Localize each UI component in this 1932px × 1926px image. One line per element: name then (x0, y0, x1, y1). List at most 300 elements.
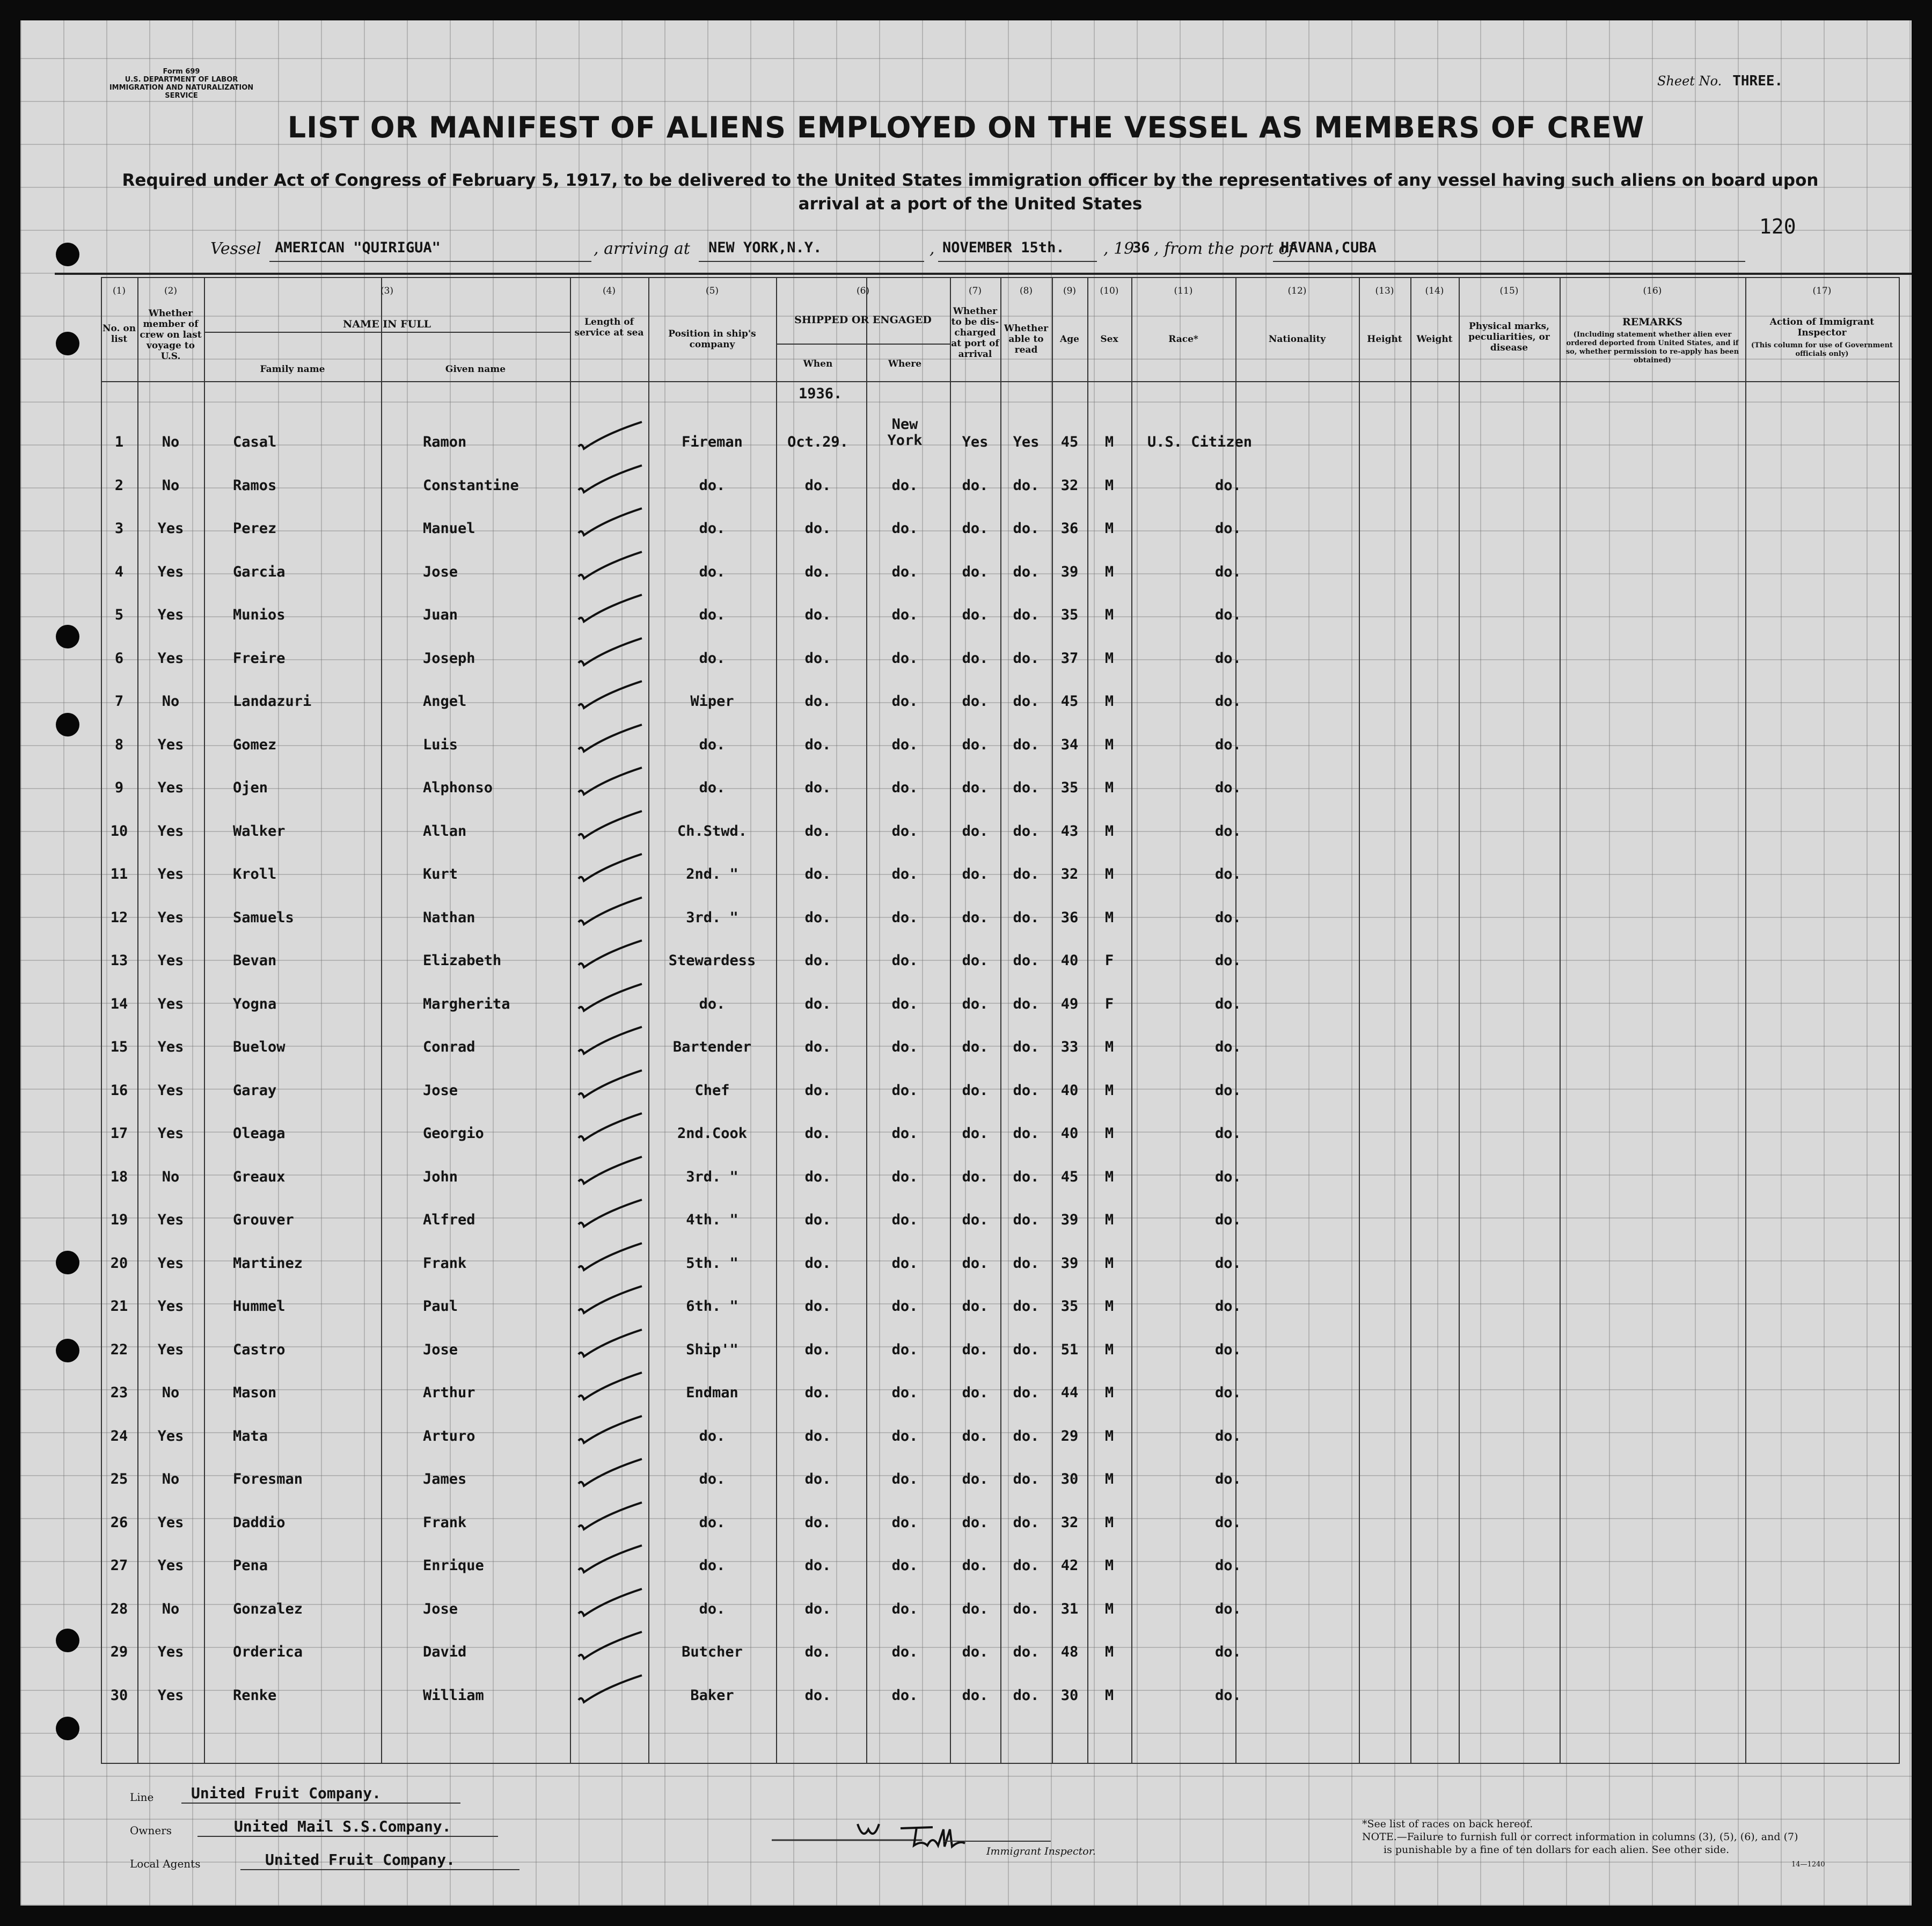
cell-where: do. (891, 650, 918, 667)
cell-where: do. (891, 520, 918, 537)
cell-member: Yes (157, 650, 184, 667)
cell-family: Ramos (233, 477, 277, 494)
cell-age: 43 (1060, 822, 1079, 840)
cell-sex: M (1104, 434, 1114, 450)
cell-when: do. (804, 1341, 831, 1358)
cell-given: Enrique (423, 1557, 484, 1574)
cell-sex: M (1104, 1168, 1114, 1185)
cell-family: Greaux (233, 1168, 286, 1185)
cell-when: do. (804, 1600, 831, 1617)
cell-position: 2nd. " (686, 866, 738, 882)
cell-sex: M (1104, 1212, 1114, 1228)
checkmark-icon (573, 1456, 648, 1493)
checkmark-icon (573, 1586, 648, 1623)
checkmark-icon (573, 1326, 648, 1364)
cell-race: do. (1215, 1341, 1241, 1358)
cell-no: 23 (110, 1384, 128, 1401)
cell-no: 2 (114, 477, 124, 494)
cell-sex: M (1104, 1125, 1114, 1142)
cell-read: do. (1013, 1254, 1040, 1272)
cell-sex: M (1104, 1039, 1114, 1055)
cell-where: do. (891, 1427, 918, 1444)
cell-no: 21 (110, 1298, 128, 1315)
cell-race: do. (1215, 1471, 1241, 1487)
cell-member: No (162, 434, 180, 450)
cell-when: do. (804, 779, 831, 796)
cell-family: Orderica (233, 1644, 303, 1660)
cell-position: do. (699, 563, 726, 580)
cell-read: do. (1013, 520, 1040, 537)
cell-position: Stewardess (668, 952, 756, 969)
cell-discharged: Yes (962, 434, 989, 450)
cell-sex: M (1104, 563, 1114, 580)
cell-family: Garcia (233, 563, 286, 580)
cell-age: 29 (1060, 1427, 1079, 1444)
cell-when: Oct.29. (787, 434, 848, 450)
cell-position: do. (699, 1471, 726, 1487)
cell-read: do. (1013, 1212, 1040, 1228)
cell-member: Yes (157, 1254, 184, 1272)
cell-where: do. (891, 1644, 918, 1660)
cell-read: do. (1013, 1427, 1040, 1444)
year-cell: 1936. (799, 385, 843, 402)
cell-member: Yes (157, 1298, 184, 1315)
cell-sex: M (1104, 1254, 1114, 1272)
cell-family: Castro (233, 1341, 286, 1358)
cell-read: do. (1013, 1125, 1040, 1142)
cell-when: do. (804, 477, 831, 494)
cell-given: Nathan (423, 909, 475, 926)
cell-discharged: do. (962, 477, 989, 494)
checkmark-icon (573, 937, 648, 975)
cell-race: do. (1215, 650, 1241, 667)
checkmark-icon (573, 678, 648, 716)
cell-position: do. (699, 779, 726, 796)
cell-where: do. (891, 1254, 918, 1272)
checkmark-icon (573, 1413, 648, 1450)
cell-no: 28 (110, 1600, 128, 1617)
col-header-read: Whether able to read (1004, 323, 1049, 355)
checkmark-icon (573, 462, 648, 500)
cell-age: 37 (1060, 650, 1079, 667)
form-identifier: Form 699 U.S. DEPARTMENT OF LABOR IMMIGRATION AND NATURALIZATION SERVICE (109, 68, 254, 100)
checkmark-icon (573, 1067, 648, 1105)
cell-discharged: do. (962, 607, 989, 623)
cell-given: Paul (423, 1298, 458, 1315)
checkmark-icon (573, 505, 648, 543)
cell-race: U.S. Citizen (1147, 434, 1253, 450)
cell-given: William (423, 1687, 484, 1704)
cell-discharged: do. (962, 866, 989, 882)
cell-sex: M (1104, 1082, 1114, 1099)
binder-hole (56, 1717, 79, 1740)
cell-discharged: do. (962, 1082, 989, 1099)
cell-given: David (423, 1644, 467, 1660)
cell-discharged: do. (962, 1125, 989, 1142)
cell-position: do. (699, 736, 726, 753)
binder-hole (56, 713, 79, 736)
cell-read: do. (1013, 1039, 1040, 1055)
cell-family: Perez (233, 520, 277, 537)
checkmark-icon (573, 1283, 648, 1321)
cell-sex: M (1104, 477, 1114, 494)
cell-given: Constantine (423, 477, 519, 494)
cell-family: Garay (233, 1082, 277, 1099)
cell-member: Yes (157, 995, 184, 1012)
cell-age: 30 (1060, 1471, 1079, 1487)
cell-when: do. (804, 1254, 831, 1272)
cell-read: do. (1013, 1384, 1040, 1401)
cell-position: Endman (686, 1384, 738, 1401)
cell-no: 26 (110, 1514, 128, 1531)
binder-hole (56, 1339, 79, 1362)
col-header-name: NAME IN FULL (343, 318, 431, 330)
cell-no: 9 (114, 779, 124, 796)
checkmark-icon (573, 1499, 648, 1537)
cell-race: do. (1215, 1600, 1241, 1617)
cell-sex: M (1104, 607, 1114, 623)
cell-family: Gonzalez (233, 1600, 303, 1617)
cell-where: do. (891, 1082, 918, 1099)
checkmark-icon (573, 592, 648, 629)
inspector-label: Immigrant Inspector. (986, 1845, 1096, 1857)
checkmark-icon (573, 1154, 648, 1191)
cell-discharged: do. (962, 736, 989, 753)
where-cell: New York (887, 416, 923, 449)
cell-where: do. (891, 693, 918, 710)
cell-race: do. (1215, 736, 1241, 753)
cell-family: Martinez (233, 1254, 303, 1272)
cell-given: Conrad (423, 1039, 475, 1055)
cell-race: do. (1215, 1644, 1241, 1660)
checkmark-icon (573, 1240, 648, 1278)
cell-given: Manuel (423, 520, 475, 537)
cell-where: do. (891, 779, 918, 796)
cell-no: 10 (110, 822, 128, 840)
cell-given: Allan (423, 822, 467, 840)
checkmark-icon (573, 981, 648, 1018)
cell-age: 42 (1060, 1557, 1079, 1574)
cell-age: 36 (1060, 909, 1079, 926)
cell-family: Ojen (233, 779, 268, 796)
cell-when: do. (804, 1298, 831, 1315)
cell-given: Elizabeth (423, 952, 502, 969)
col-header-family: Family name (260, 364, 325, 375)
cell-where: do. (891, 866, 918, 882)
cell-discharged: do. (962, 1341, 989, 1358)
cell-where: do. (891, 1514, 918, 1531)
cell-read: do. (1013, 779, 1040, 796)
cell-sex: M (1104, 1341, 1114, 1358)
col-header-member: Whether member of crew on last voyage to U.S. (140, 308, 202, 362)
cell-family: Landazuri (233, 693, 312, 710)
cell-no: 6 (114, 650, 124, 667)
cell-sex: F (1104, 952, 1114, 969)
cell-where: do. (891, 1125, 918, 1142)
cell-when: do. (804, 520, 831, 537)
binder-hole (56, 625, 79, 648)
checkmark-icon (573, 764, 648, 802)
cell-race: do. (1215, 1125, 1241, 1142)
arrival-port: NEW YORK,N.Y. (708, 239, 822, 256)
owners-value: United Mail S.S.Company. (234, 1818, 451, 1835)
cell-when: do. (804, 995, 831, 1012)
cell-family: Bevan (233, 952, 277, 969)
cell-where: do. (891, 1212, 918, 1228)
manifest-sheet: Form 699 U.S. DEPARTMENT OF LABOR IMMIGRATION AND NATURALIZATION SERVICE Sheet No. THREE. LIST OR MANIFEST OF ALIENS EMPLOYED ON THE VESSEL AS MEMBERS OF CREW Required under Act of Congress of February 5, 1917, to be delivered to the United States immigration officer by the representatives of any vessel having such aliens on board upon arrival at a port of the United States 120 Vessel AMERICAN "QUIRIGUA" , arriving at NEW YORK,N.Y. , NOVEMBER 15th. , 19 36 , from the port of HAVANA,CUBA (1) (2) (3) (4) (5) (6) (7) (8) (9) (10) (11) (12) (13) (14) (15) (16) (17) No. on list Whether member of crew on last voyage to U.S. NAME IN FULL Family name Given name Length of service at sea Position in ship's company SHIPPED OR ENGAGED When Where Whether to be dis-charged at port of arrival Whether able to read Age Sex Race* Nationality Height Weight Physical marks, peculiarities, or disease REMARKS (Including statement whether alien ever ordered deported from United States, and if so, whether permission to re-apply has been obtained) Action of Immigrant Inspector (This column for use of Government officials only) 1936. New York 1 No Casal Ramon Fireman Oct.29. Yes Yes 45 M U.S. Citizen 2 No Ramos Constantine do. do. do. do. do. 32 M do. 3 Yes Perez Manuel do. do. do. do. do. 36 M do. 4 Yes Garcia Jose do. do. do. do. do. 39 M do. 5 Yes Munios Juan do. do. do. do. do. 35 M do. 6 Yes Freire Joseph do. do. do. do. do. 37 M do. 7 No Landazuri Angel Wiper do. do. do. do. 45 M do. 8 Yes Gomez Luis do. do. do. do. do. 34 M do. 9 Yes Ojen Alphonso do. do. do. do. do. 35 M do. 10 Yes Walker Allan Ch.Stwd. do. do. do. do. 43 M do. 11 Yes Kroll Kurt 2nd. " do. do. do. do. 32 M do. 12 Yes Samuels Nathan 3rd. " do. do. do. do. 36 M do. 13 Yes Bevan Elizabeth Stewardess do. do. do. do. 40 F do. 14 Yes Yogna Margherita do. do. do. do. do. 49 F do. 15 Yes Buelow Conrad Bartender do. do. do. do. 33 M do. 16 Yes Garay Jose Chef do. do. do. do. 40 M do. 17 Yes Oleaga Georgio 2nd.Cook do. do. do. do. 40 M do. 18 No Greaux John 3rd. " do. do. do. do. 45 M do. 19 Yes Grouver Alfred 4th. " do. do. do. do. 39 M do. 20 Yes Martinez Frank 5th. " do. do. do. do. 39 M do. 21 Yes Hummel Paul 6th. " do. do. do. do. 35 M do. 22 Yes Castro Jose Ship'" do. do. do. do. 51 M do. 23 No Mason Arthur Endman do. do. do. do. 44 M do. 24 Yes Mata Arturo do. do. do. do. do. 29 M do. 25 No Foresman James do. do. do. do. do. 30 M do. 26 Yes Daddio Frank do. do. do. do. do. 32 M do. 27 Yes Pena Enrique do. do. do. do. do. 42 M do. 28 No Gonzalez Jose do. do. do. do. do. 31 M do. 29 Yes Orderica David Butcher do. do. do. do. 48 M do. 30 Yes Renke William Baker do. do. do. do. 30 M do. Line United Fruit Company. Owners United Mail S.S.Company. Local Agents United Fruit Company. Immigrant Inspector. *See list of races on back hereof. NOTE.—Failure to furnish full or correct information in columns (3), (5), (6), and (7) is punishable by a fine of ten dollars for each alien. See other side. 14—1240 (20, 20, 1912, 1906)
cell-when: do. (804, 1125, 831, 1142)
cell-member: No (162, 1168, 180, 1185)
cell-no: 7 (114, 693, 124, 710)
cell-family: Daddio (233, 1514, 286, 1531)
cell-when: do. (804, 736, 831, 753)
cell-when: do. (804, 952, 831, 969)
cell-discharged: do. (962, 1384, 989, 1401)
footnote: *See list of races on back hereof. NOTE.—Failure to furnish full or correct information in columns (3), (5), (6), and (7) is punishable by a fine of ten dollars for each alien. See other side. (1362, 1818, 1798, 1856)
cell-race: do. (1215, 779, 1241, 796)
col-header-physical: Physical marks, peculiarities, or disease (1468, 321, 1550, 353)
cell-given: Alphonso (423, 779, 493, 796)
cell-read: do. (1013, 1168, 1040, 1185)
cell-given: Frank (423, 1254, 467, 1272)
cell-discharged: do. (962, 1514, 989, 1531)
cell-no: 5 (114, 607, 124, 623)
cell-member: Yes (157, 822, 184, 840)
cell-member: Yes (157, 952, 184, 969)
cell-age: 40 (1060, 1082, 1079, 1099)
col-header-age: Age (1060, 334, 1079, 345)
cell-position: do. (699, 650, 726, 667)
binder-hole (56, 1251, 79, 1274)
cell-when: do. (804, 1039, 831, 1055)
col-header-where: Where (888, 359, 922, 369)
cell-position: Baker (690, 1687, 734, 1704)
cell-sex: F (1104, 995, 1114, 1012)
cell-position: 3rd. " (686, 909, 738, 926)
cell-sex: M (1104, 822, 1114, 840)
cell-when: do. (804, 650, 831, 667)
cell-when: do. (804, 1644, 831, 1660)
cell-where: do. (891, 1384, 918, 1401)
cell-family: Gomez (233, 736, 277, 753)
cell-discharged: do. (962, 995, 989, 1012)
cell-age: 32 (1060, 1514, 1079, 1531)
line-label: Line (130, 1791, 154, 1804)
cell-sex: M (1104, 693, 1114, 710)
cell-member: Yes (157, 1082, 184, 1099)
cell-no: 29 (110, 1644, 128, 1660)
cell-member: No (162, 477, 180, 494)
cell-discharged: do. (962, 1168, 989, 1185)
cell-family: Mason (233, 1384, 277, 1401)
cell-given: Jose (423, 563, 458, 580)
cell-read: do. (1013, 1514, 1040, 1531)
cell-discharged: do. (962, 650, 989, 667)
arriving-label: , arriving at (594, 239, 690, 258)
cell-discharged: do. (962, 909, 989, 926)
arrival-date: NOVEMBER 15th. (942, 239, 1065, 256)
col-header-position: Position in ship's company (668, 329, 756, 350)
checkmark-icon (573, 1542, 648, 1580)
cell-age: 45 (1060, 1168, 1079, 1185)
cell-where: do. (891, 822, 918, 840)
from-port-label: , from the port of (1154, 239, 1294, 258)
cell-read: do. (1013, 1600, 1040, 1617)
cell-age: 49 (1060, 995, 1079, 1012)
cell-age: 33 (1060, 1039, 1079, 1055)
cell-age: 45 (1060, 693, 1079, 710)
cell-where: do. (891, 909, 918, 926)
owners-label: Owners (130, 1824, 172, 1837)
cell-no: 18 (110, 1168, 128, 1185)
checkmark-icon (573, 1197, 648, 1234)
cell-age: 34 (1060, 736, 1079, 753)
cell-read: do. (1013, 736, 1040, 753)
cell-race: do. (1215, 563, 1241, 580)
cell-race: do. (1215, 693, 1241, 710)
cell-no: 27 (110, 1557, 128, 1574)
cell-read: do. (1013, 693, 1040, 710)
cell-sex: M (1104, 736, 1114, 753)
cell-age: 40 (1060, 1125, 1079, 1142)
checkmark-icon (573, 721, 648, 759)
cell-where: do. (891, 607, 918, 623)
cell-sex: M (1104, 1427, 1114, 1444)
cell-family: Freire (233, 650, 286, 667)
cell-discharged: do. (962, 693, 989, 710)
cell-member: Yes (157, 866, 184, 882)
cell-no: 11 (110, 866, 128, 882)
col-header-shipped: SHIPPED OR ENGAGED (794, 314, 932, 326)
sheet-number: Sheet No. THREE. (1657, 73, 1783, 89)
cell-no: 14 (110, 995, 128, 1012)
cell-discharged: do. (962, 1039, 989, 1055)
cell-when: do. (804, 693, 831, 710)
cell-position: 6th. " (686, 1298, 738, 1315)
cell-when: do. (804, 1212, 831, 1228)
cell-race: do. (1215, 477, 1241, 494)
checkmark-icon (573, 1369, 648, 1407)
cell-discharged: do. (962, 1254, 989, 1272)
cell-no: 12 (110, 909, 128, 926)
cell-sex: M (1104, 779, 1114, 796)
cell-discharged: do. (962, 1600, 989, 1617)
cell-family: Hummel (233, 1298, 286, 1315)
cell-age: 35 (1060, 779, 1079, 796)
cell-sex: M (1104, 1687, 1114, 1704)
departure-port: HAVANA,CUBA (1280, 239, 1377, 256)
cell-race: do. (1215, 1687, 1241, 1704)
cell-member: No (162, 1384, 180, 1401)
cell-where: do. (891, 1557, 918, 1574)
cell-race: do. (1215, 1427, 1241, 1444)
cell-given: Arthur (423, 1384, 475, 1401)
cell-member: Yes (157, 1514, 184, 1531)
cell-discharged: do. (962, 563, 989, 580)
cell-discharged: do. (962, 952, 989, 969)
page-subtitle: Required under Act of Congress of February 5, 1917, to be delivered to the United States immigration officer by the representatives of any vessel having such aliens on board upon arrival at a port of the United States (122, 171, 1819, 214)
cell-position: 5th. " (686, 1254, 738, 1272)
cell-age: 30 (1060, 1687, 1079, 1704)
cell-discharged: do. (962, 779, 989, 796)
agents-label: Local Agents (130, 1857, 201, 1870)
cell-when: do. (804, 563, 831, 580)
cell-read: do. (1013, 650, 1040, 667)
checkmark-icon (573, 549, 648, 586)
cell-read: do. (1013, 1298, 1040, 1315)
cell-race: do. (1215, 822, 1241, 840)
cell-position: do. (699, 1557, 726, 1574)
cell-member: Yes (157, 1125, 184, 1142)
cell-given: James (423, 1471, 467, 1487)
cell-family: Walker (233, 822, 286, 840)
cell-given: Kurt (423, 866, 458, 882)
cell-no: 30 (110, 1687, 128, 1704)
col-header-action-note: (This column for use of Government officials only) (1751, 341, 1893, 358)
cell-no: 1 (114, 434, 124, 450)
cell-member: No (162, 693, 180, 710)
cell-family: Munios (233, 607, 286, 623)
cell-member: Yes (157, 1341, 184, 1358)
cell-where: do. (891, 477, 918, 494)
cell-position: do. (699, 1600, 726, 1617)
cell-sex: M (1104, 1471, 1114, 1487)
cell-member: Yes (157, 607, 184, 623)
cell-race: do. (1215, 607, 1241, 623)
cell-family: Grouver (233, 1212, 294, 1228)
cell-discharged: do. (962, 1557, 989, 1574)
cell-age: 39 (1060, 563, 1079, 580)
col-header-height: Height (1367, 334, 1402, 345)
cell-position: Butcher (682, 1644, 743, 1660)
cell-no: 19 (110, 1212, 128, 1228)
cell-age: 39 (1060, 1254, 1079, 1272)
cell-read: do. (1013, 607, 1040, 623)
cell-age: 36 (1060, 520, 1079, 537)
cell-no: 20 (110, 1254, 128, 1272)
cell-position: Fireman (682, 434, 743, 450)
cell-when: do. (804, 1514, 831, 1531)
cell-no: 4 (114, 563, 124, 580)
cell-family: Kroll (233, 866, 277, 882)
checkmark-icon (573, 635, 648, 673)
cell-when: do. (804, 1687, 831, 1704)
cell-read: do. (1013, 1471, 1040, 1487)
cell-sex: M (1104, 909, 1114, 926)
checkmark-icon (573, 419, 648, 456)
cell-position: do. (699, 995, 726, 1012)
cell-race: do. (1215, 1298, 1241, 1315)
cell-where: do. (891, 1471, 918, 1487)
cell-no: 25 (110, 1471, 128, 1487)
cell-family: Samuels (233, 909, 294, 926)
checkmark-icon (573, 1024, 648, 1061)
cell-read: do. (1013, 995, 1040, 1012)
cell-discharged: do. (962, 1298, 989, 1315)
cell-read: do. (1013, 477, 1040, 494)
cell-no: 24 (110, 1427, 128, 1444)
cell-age: 35 (1060, 1298, 1079, 1315)
col-header-race: Race* (1168, 334, 1198, 345)
cell-position: 4th. " (686, 1212, 738, 1228)
cell-given: Jose (423, 1341, 458, 1358)
cell-family: Pena (233, 1557, 268, 1574)
cell-no: 22 (110, 1341, 128, 1358)
cell-read: do. (1013, 1687, 1040, 1704)
cell-member: Yes (157, 520, 184, 537)
cell-discharged: do. (962, 1212, 989, 1228)
cell-no: 13 (110, 952, 128, 969)
